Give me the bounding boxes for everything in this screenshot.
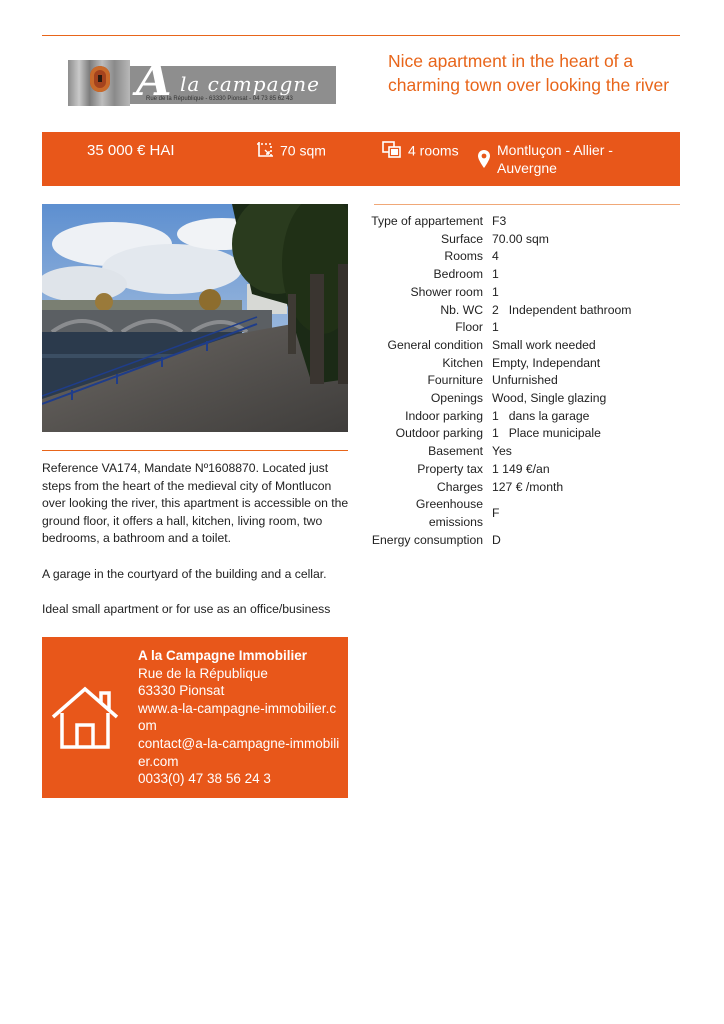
map-pin-icon xyxy=(477,149,491,169)
detail-value: 1 xyxy=(492,284,499,299)
detail-value: Empty, Independant xyxy=(492,355,601,370)
description-paragraph: Ideal small apartment or for use as an office/business xyxy=(42,601,331,616)
description-paragraph: Reference VA174, Mandate Nº1608870. Located just steps from the heart of the medieval city of Montlucon over looking the river, this apartment is accessible on the ground floor, it offers a hall, kitchen, living room, two bedrooms, a bathroom and a toilet. xyxy=(42,461,349,546)
detail-extra: Independent bathroom xyxy=(508,302,632,317)
detail-row xyxy=(370,266,631,284)
detail-row xyxy=(370,390,631,408)
detail-count: 1 xyxy=(492,426,499,441)
surface-summary xyxy=(256,141,326,159)
detail-row xyxy=(370,496,631,531)
detail-value: Unfurnished xyxy=(492,373,558,388)
detail-label: Shower room xyxy=(410,284,483,299)
rooms-icon xyxy=(382,141,402,159)
detail-label: Kitchen xyxy=(442,355,483,370)
agency-logo xyxy=(54,52,336,108)
description xyxy=(42,460,352,636)
details-divider xyxy=(374,204,680,205)
detail-count: 1 xyxy=(492,408,499,423)
location-value: Montluçon - Allier - Auvergne xyxy=(497,142,613,176)
detail-label: Outdoor parking xyxy=(395,426,483,441)
detail-label: Greenhouse emissions xyxy=(415,497,483,529)
detail-row xyxy=(370,372,631,390)
detail-row xyxy=(370,248,631,266)
detail-row xyxy=(370,213,631,231)
location-summary xyxy=(497,141,657,177)
detail-value: 4 xyxy=(492,249,499,264)
detail-label: Property tax xyxy=(417,461,483,476)
detail-value: 1 149 €/an xyxy=(492,461,550,476)
listing-title: Nice apartment in the heart of a charming town over looking the river xyxy=(388,51,670,95)
detail-row xyxy=(370,337,631,355)
detail-label: Charges xyxy=(436,479,483,494)
detail-label: Surface xyxy=(440,231,483,246)
detail-row xyxy=(370,302,631,320)
detail-label: Type of appartement xyxy=(371,214,483,228)
agency-email[interactable]: contact@a-la-campagne-immobilier.com xyxy=(138,735,340,769)
property-photo xyxy=(42,204,348,432)
detail-row xyxy=(370,479,631,497)
detail-value: 1 xyxy=(492,320,499,335)
detail-value: Wood, Single glazing xyxy=(492,391,607,406)
detail-value xyxy=(492,425,631,443)
detail-label: General condition xyxy=(387,337,483,352)
detail-extra: Place municipale xyxy=(508,426,601,441)
detail-value: 1 xyxy=(492,267,499,282)
detail-label: Floor xyxy=(455,320,483,335)
surface-value: 70 sqm xyxy=(280,142,326,159)
agency-website[interactable]: www.a-la-campagne-immobilier.com xyxy=(138,700,337,734)
detail-row xyxy=(370,443,631,461)
agency-card xyxy=(42,637,348,798)
detail-row xyxy=(370,532,631,550)
detail-count: 2 xyxy=(492,302,499,317)
detail-label: Openings xyxy=(430,391,483,406)
detail-label: Rooms xyxy=(444,249,483,264)
logo-address: Rue de la République - 63330 Pionsat - 04 73 85 62 43 xyxy=(146,96,293,102)
agency-city: 63330 Pionsat xyxy=(138,683,225,699)
resize-icon xyxy=(256,141,274,159)
detail-value: Yes xyxy=(492,444,512,459)
detail-value xyxy=(492,408,631,426)
detail-value: D xyxy=(492,532,501,547)
logo-brand: la campagne xyxy=(180,72,321,96)
detail-value: F xyxy=(492,506,500,521)
detail-extra: dans la garage xyxy=(508,408,590,423)
summary-bar xyxy=(42,132,680,186)
agency-info xyxy=(138,647,343,788)
detail-row xyxy=(370,355,631,373)
detail-row xyxy=(370,231,631,249)
detail-value xyxy=(492,302,631,320)
detail-label: Basement xyxy=(428,444,483,459)
property-details xyxy=(370,213,631,549)
detail-row xyxy=(370,319,631,337)
detail-label: Energy consumption xyxy=(371,532,483,547)
detail-row xyxy=(370,461,631,479)
detail-row xyxy=(370,284,631,302)
logo-lock-icon xyxy=(90,66,110,92)
detail-label: Bedroom xyxy=(433,267,483,282)
detail-label: Fourniture xyxy=(427,373,483,388)
agency-street: Rue de la République xyxy=(138,665,268,681)
detail-value: 70.00 sqm xyxy=(492,231,549,246)
agency-name: A la Campagne Immobilier xyxy=(138,648,308,663)
description-divider xyxy=(42,450,348,451)
description-paragraph: A garage in the courtyard of the building and a cellar. xyxy=(42,566,327,581)
rooms-value: 4 rooms xyxy=(408,142,459,159)
price: 35 000 € HAI xyxy=(87,142,175,159)
logo-letter: A xyxy=(136,52,172,106)
detail-value: 127 € /month xyxy=(492,479,564,494)
detail-label: Nb. WC xyxy=(440,302,483,317)
rooms-summary xyxy=(382,141,459,159)
house-icon xyxy=(49,685,121,751)
agency-phone[interactable]: 0033(0) 47 38 56 24 3 xyxy=(138,771,271,787)
top-divider xyxy=(42,35,680,36)
detail-row xyxy=(370,425,631,443)
detail-label: Indoor parking xyxy=(405,408,483,423)
detail-row xyxy=(370,408,631,426)
detail-value: F3 xyxy=(492,214,507,228)
detail-value: Small work needed xyxy=(492,337,596,352)
